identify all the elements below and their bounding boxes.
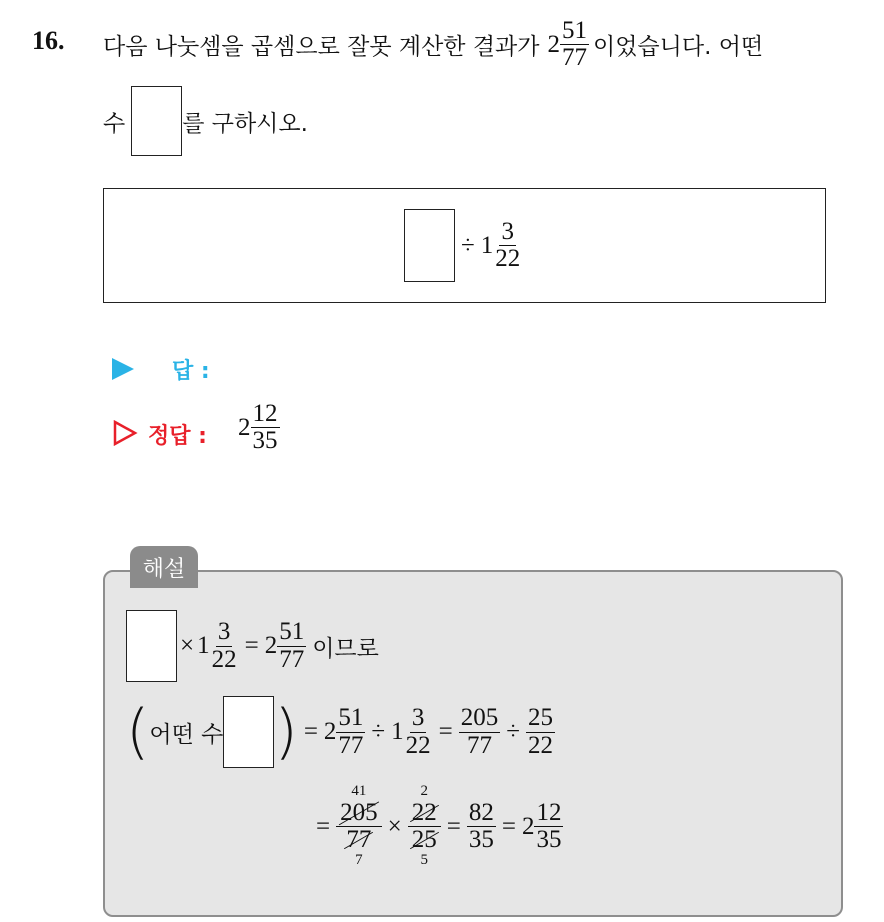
answer-arrow-icon — [112, 358, 134, 380]
problem-line-1 — [103, 18, 763, 72]
explanation-line-3: = 41 205 77 7 × 2 22 25 5 = $\frac{82}{35}$ = 2 $\frac{12}{35}$ — [316, 783, 562, 869]
answer-label: 답 : — [172, 359, 210, 384]
cancel-fraction-2: 2 22 25 5 — [408, 784, 441, 869]
explanation-tab: 해설 — [130, 546, 198, 588]
correct-answer-arrow-icon — [112, 420, 138, 446]
divisor-mixed: 1 $\frac{3}{22}$ — [480, 217, 521, 272]
explanation-panel — [103, 570, 843, 917]
explanation-line-2: ( 어떤 수 ) = 2 $\frac{51}{77}$ ÷ 1 $\frac{3}{22}$ = $\frac{205}{77}$ ÷ $\frac{25}{22}$ — [126, 697, 553, 767]
cancel-fraction-1: 41 205 77 7 — [336, 784, 382, 869]
problem-number: 16. — [32, 26, 65, 55]
problem-expression-box — [103, 188, 826, 303]
correct-answer-label: 정답 : — [148, 424, 207, 449]
problem-text-after: 이었습니다. 어떤 — [592, 34, 764, 61]
unknown-box — [131, 86, 182, 156]
explanation-unknown-box-1 — [126, 610, 177, 682]
problem-line-2 — [103, 86, 308, 156]
problem-expression — [404, 209, 522, 282]
problem-line2-prefix: 수 — [103, 110, 126, 137]
problem-text-before: 다음 나눗셈을 곱셈으로 잘못 계산한 결과가 — [103, 34, 540, 61]
explanation-line-1: × 1 $\frac{3}{22}$ = 2 $\frac{51}{77}$ 이므로 — [126, 610, 379, 682]
division-sign: ÷ — [461, 231, 475, 259]
problem-result-mixed: 2 $\frac{51}{77}$ — [547, 17, 587, 72]
correct-answer-value: 2 $\frac{12}{35}$ — [238, 400, 278, 455]
problem-line2-suffix: 를 구하시오. — [182, 110, 308, 137]
explanation-unknown-box-2 — [223, 696, 274, 768]
expression-unknown-box — [404, 209, 455, 282]
